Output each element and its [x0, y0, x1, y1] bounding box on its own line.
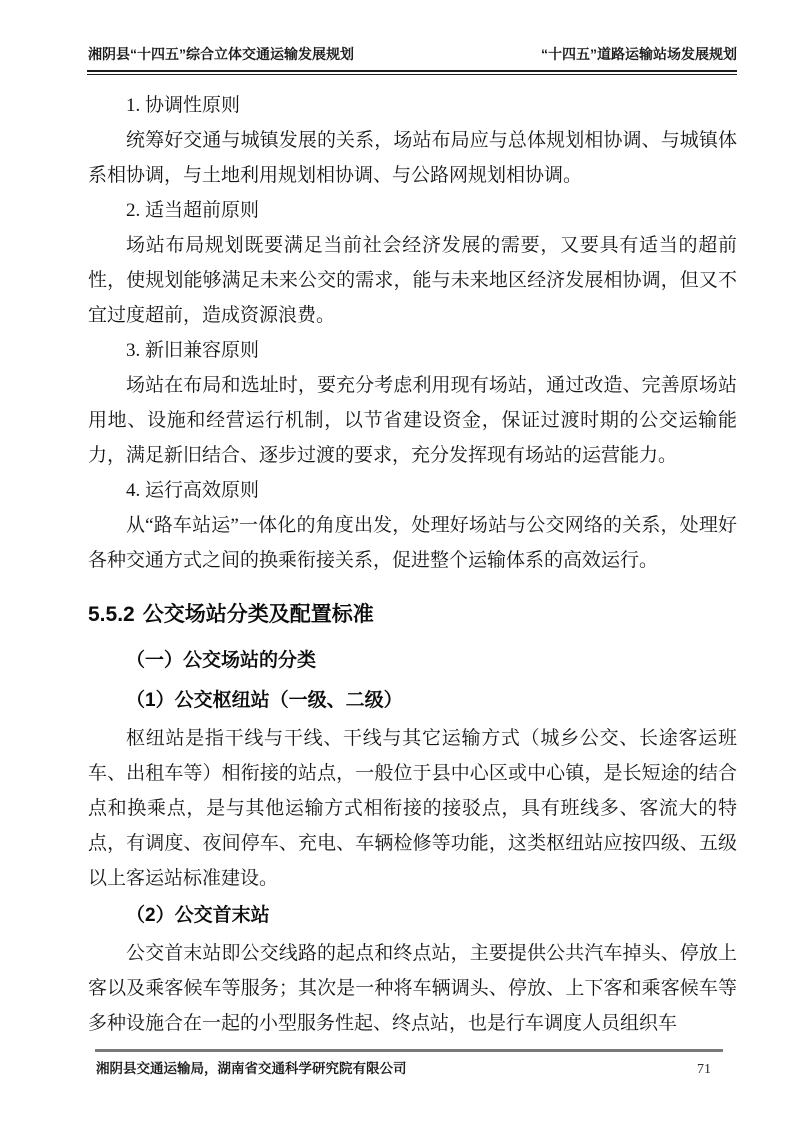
subsection-heading-classification: （一）公交场站的分类 — [126, 650, 317, 671]
principle-item-1: 1. 协调性原则 — [126, 95, 241, 116]
principle-item-2: 2. 适当超前原则 — [126, 200, 260, 221]
paragraph-3: 场站在布局和选址时，要充分考虑利用现有场站，通过改造、完善原场站用地、设施和经营运行机制，以节省建设资金，保证过渡时期的公交运输能力，满足新旧结合、逐步过渡的要求，充分发挥现有场站的运营能力。 — [88, 375, 737, 466]
document-body — [88, 88, 737, 1041]
subheading-terminal-station: （2）公交首末站 — [126, 905, 270, 926]
header-double-rule — [87, 70, 737, 75]
page-number: 71 — [697, 1062, 711, 1077]
paragraph-4: 从“路车站运”一体化的角度出发，处理好场站与公交网络的关系，处理好各种交通方式之间的换乘衔接关系，促进整个运输体系的高效运行。 — [88, 515, 737, 571]
footer-rule — [95, 1049, 723, 1052]
paragraph-terminal-station: 公交首末站即公交线路的起点和终点站，主要提供公共汽车掉头、停放上客以及乘客候车等服务；其次是一种将车辆调头、停放、上下客和乘客候车等多种设施合在一起的小型服务性起、终点站，也是行车调度人员组织车 — [88, 943, 737, 1034]
paragraph-hub-station: 枢纽站是指干线与干线、干线与其它运输方式（城乡公交、长途客运班车、出租车等）相衔接的站点，一般位于县中心区或中心镇，是长短途的结合点和换乘点，是与其他运输方式相衔接的接驳点，具有班线多、客流大的特点，有调度、夜间停车、充电、车辆检修等功能，这类枢纽站应按四级、五级以上客运站标准建设。 — [88, 728, 737, 889]
subheading-hub-station: （1）公交枢纽站（一级、二级） — [126, 690, 403, 711]
paragraph-2: 场站布局规划既要满足当前社会经济发展的需要，又要具有适当的超前性，使规划能够满足未来公交的需求，能与未来地区经济发展相协调，但又不宜过度超前，造成资源浪费。 — [88, 235, 737, 326]
principle-item-3: 3. 新旧兼容原则 — [126, 340, 260, 361]
principle-item-4: 4. 运行高效原则 — [126, 480, 260, 501]
page-footer — [96, 1057, 723, 1078]
section-number: 5.5.2 — [88, 603, 135, 626]
footer-organization: 湘阴县交通运输局，湖南省交通科学研究院有限公司 — [96, 1061, 407, 1076]
section-heading-552 — [88, 599, 737, 631]
page-header — [88, 45, 737, 63]
paragraph-1: 统筹好交通与城镇发展的关系，场站布局应与总体规划相协调、与城镇体系相协调，与土地利用规划相协调、与公路网规划相协调。 — [88, 130, 737, 186]
header-title-right: “十四五”道路运输站场发展规划 — [541, 46, 737, 62]
header-title-left: 湘阴县“十四五”综合立体交通运输发展规划 — [88, 46, 354, 62]
section-title: 公交场站分类及配置标准 — [142, 603, 374, 626]
